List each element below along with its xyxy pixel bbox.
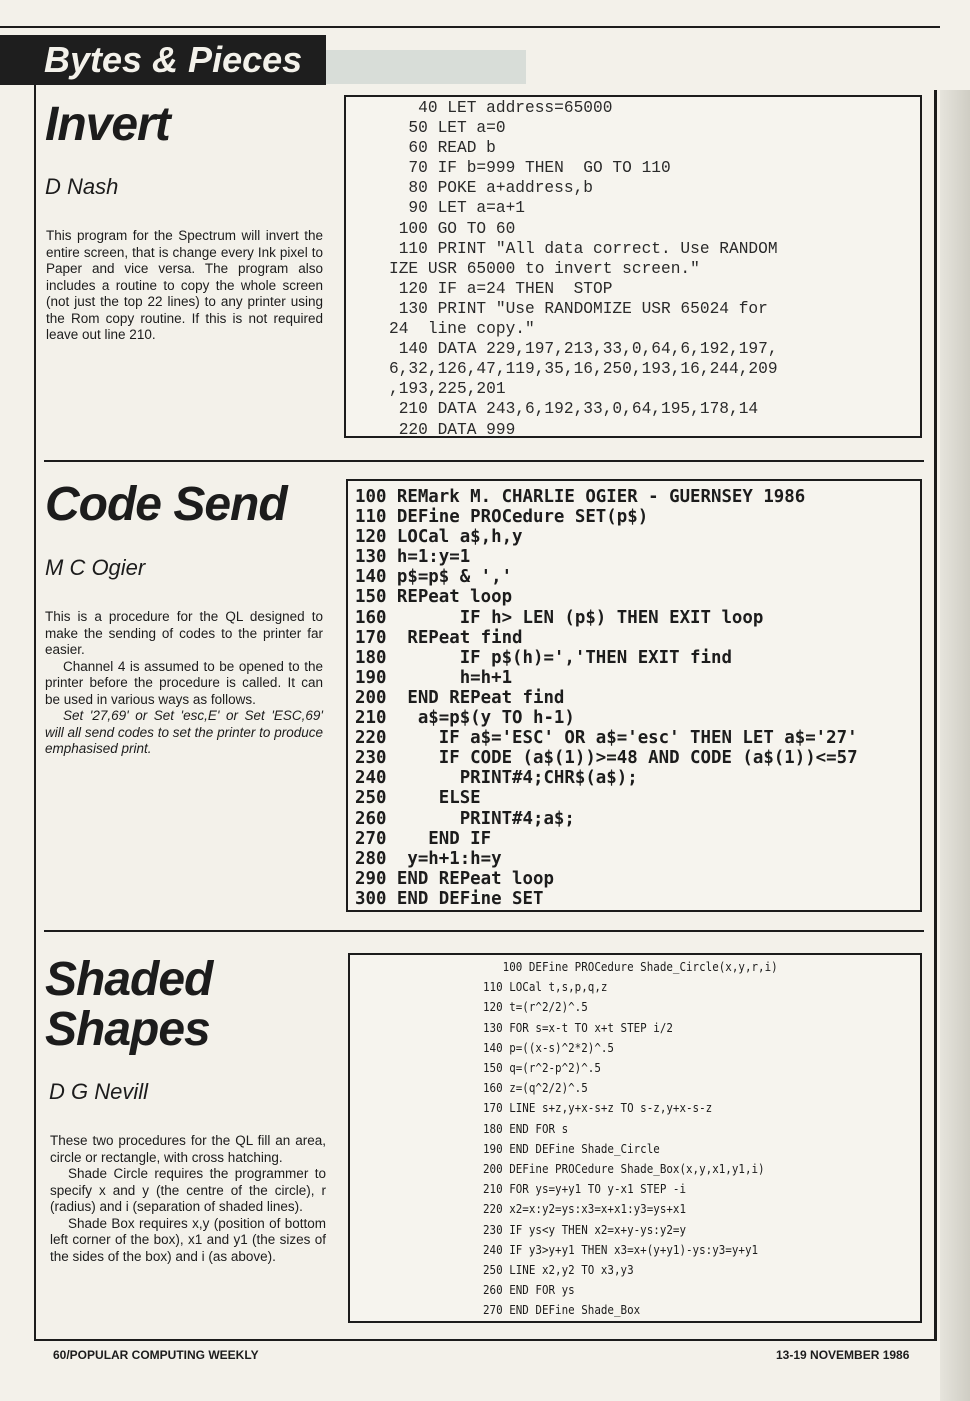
code-listing: [355, 487, 858, 909]
footer-page-label: 60/POPULAR COMPUTING WEEKLY: [53, 1348, 259, 1362]
code-line: 80 POKE a+address,b: [389, 179, 593, 198]
code-line: 220 DATA 999: [389, 420, 516, 439]
article-title: [45, 955, 325, 1055]
title-line: Shaded: [45, 953, 213, 1006]
code-line: 140 p$=p$ & ',': [355, 567, 513, 588]
code-line: IZE USR 65000 to invert screen.": [389, 259, 700, 278]
code-line: 120 t=(r^2/2)^.5: [483, 1000, 588, 1016]
section-banner: Bytes & Pieces: [0, 35, 326, 85]
article-body: [46, 228, 323, 344]
section-divider: [44, 930, 924, 932]
paragraph: Channel 4 is assumed to be opened to the printer before the procedure is called. It can be used in various ways as follows.: [45, 658, 323, 707]
code-line: 260 PRINT#4;a$;: [355, 808, 575, 829]
code-line: 130 h=1:y=1: [355, 547, 471, 568]
code-line: 290 END REPeat loop: [355, 868, 554, 889]
code-line: 90 LET a=a+1: [389, 199, 525, 218]
title-line: Shapes: [45, 1003, 210, 1056]
code-listing: [389, 98, 778, 440]
code-line: 220 IF a$='ESC' OR a$='esc' THEN LET a$='27': [355, 728, 858, 749]
code-line: 50 LET a=0: [389, 119, 506, 138]
paragraph: These two procedures for the QL fill an area, circle or rectangle, with cross hatching.: [50, 1133, 326, 1165]
code-line: 260 END FOR ys: [483, 1283, 575, 1299]
top-rule: [0, 26, 940, 28]
code-line: 150 REPeat loop: [355, 587, 513, 608]
code-line: 140 p=((x-s)^2*2)^.5: [483, 1040, 614, 1056]
page-edge-shadow: [940, 90, 970, 1401]
code-line: 100 REMark M. CHARLIE OGIER - GUERNSEY 1986: [355, 487, 806, 507]
code-line: 100 GO TO 60: [389, 219, 516, 238]
code-line: 250 LINE x2,y2 TO x3,y3: [483, 1263, 634, 1279]
code-line: 100 DEFine PROCedure Shade_Circle(x,y,r,i): [483, 960, 778, 975]
code-line: 250 ELSE: [355, 788, 481, 809]
article-author: M C Ogier: [45, 555, 146, 580]
code-line: 280 y=h+1:h=y: [355, 848, 502, 869]
article-title: Invert: [45, 98, 170, 151]
code-line: 6,32,126,47,119,35,16,250,193,16,244,209: [389, 360, 778, 379]
code-line: 210 FOR ys=y+y1 TO y-x1 STEP -i: [483, 1182, 687, 1198]
code-line: 300 END DEFine SET: [355, 888, 544, 909]
code-line: 110 LOCal t,s,p,q,z: [483, 980, 608, 996]
code-line: 170 LINE s+z,y+x-s+z TO s-z,y+x-s-z: [483, 1101, 713, 1117]
code-line: 220 x2=x:y2=ys:x3=x+x1:y3=ys+x1: [483, 1202, 687, 1218]
right-frame-rule: [934, 90, 937, 1341]
code-line: 240 PRINT#4;CHR$(a$);: [355, 768, 638, 789]
article-author: D Nash: [45, 174, 119, 199]
code-line: 210 a$=p$(y TO h-1): [355, 708, 575, 729]
article-body: [50, 1133, 326, 1265]
code-line: 24 line copy.": [389, 320, 535, 339]
code-line: 40 LET address=65000: [389, 99, 613, 117]
paragraph: This is a procedure for the QL designed to make the sending of codes to the printer far easier.: [45, 609, 323, 657]
code-line: 130 FOR s=x-t TO x+t STEP i/2: [483, 1020, 673, 1036]
article-author: D G Nevill: [49, 1079, 149, 1104]
code-line: 230 IF ys<y THEN x2=x+y-ys:y2=y: [483, 1222, 687, 1238]
paragraph: Set '27,69' or Set 'esc,E' or Set 'ESC,69' will all send codes to set the printer to produce emphasised print.: [45, 708, 323, 756]
code-line: 160 z=(q^2/2)^.5: [483, 1081, 588, 1097]
code-line: 170 REPeat find: [355, 627, 523, 648]
code-line: 120 LOCal a$,h,y: [355, 527, 523, 548]
code-line: 110 PRINT "All data correct. Use RANDOM: [389, 239, 778, 258]
left-frame-rule: [34, 85, 36, 1341]
banner-strip: [326, 50, 526, 84]
code-line: 190 h=h+1: [355, 667, 513, 688]
code-line: 190 END DEFine Shade_Circle: [483, 1141, 660, 1157]
code-line: ,193,225,201: [389, 380, 506, 399]
paragraph: Shade Box requires x,y (position of bottom left corner of the box), x1 and y1 (the sizes of the sides of the box) and i (as above).: [50, 1215, 326, 1264]
bottom-rule: [34, 1339, 937, 1341]
code-line: 150 q=(r^2-p^2)^.5: [483, 1061, 601, 1077]
article-body: [45, 609, 323, 758]
code-line: 180 IF p$(h)=','THEN EXIT find: [355, 647, 732, 668]
article-title: Code Send: [45, 478, 287, 531]
code-line: 200 END REPeat find: [355, 687, 565, 708]
section-divider: [44, 460, 924, 462]
code-listing: [483, 958, 778, 1322]
code-line: 140 DATA 229,197,213,33,0,64,6,192,197,: [389, 340, 778, 359]
code-line: 120 IF a=24 THEN STOP: [389, 279, 613, 298]
code-line: 60 READ b: [389, 139, 496, 158]
code-line: 130 PRINT "Use RANDOMIZE USR 65024 for: [389, 299, 768, 318]
code-line: 270 END DEFine Shade_Box: [483, 1303, 641, 1319]
paragraph: Shade Circle requires the programmer to specify x and y (the centre of the circle), r (radius) and i (separation of shaded lines).: [50, 1166, 326, 1214]
code-line: 270 END IF: [355, 828, 492, 849]
paragraph: This program for the Spectrum will invert the entire screen, that is change every Ink pixel to Paper and vice versa. The program also includes a routine to copy the whole screen (not just the top 22 lines) to any printer using the Rom copy routine. If this is not required leave out line 210.: [46, 228, 323, 342]
code-line: 200 DEFine PROCedure Shade_Box(x,y,x1,y1,i): [483, 1162, 765, 1178]
code-line: 230 IF CODE (a$(1))>=48 AND CODE (a$(1))<=57: [355, 748, 858, 769]
code-line: 210 DATA 243,6,192,33,0,64,195,178,14: [389, 400, 759, 419]
code-line: 180 END FOR s: [483, 1121, 569, 1137]
code-line: 70 IF b=999 THEN GO TO 110: [389, 159, 671, 178]
code-line: 160 IF h> LEN (p$) THEN EXIT loop: [355, 607, 764, 628]
code-line: 110 DEFine PROCedure SET(p$): [355, 507, 649, 528]
code-line: 240 IF y3>y+y1 THEN x3=x+(y+y1)-ys:y3=y+y1: [483, 1242, 759, 1258]
footer-date: 13-19 NOVEMBER 1986: [776, 1348, 910, 1362]
